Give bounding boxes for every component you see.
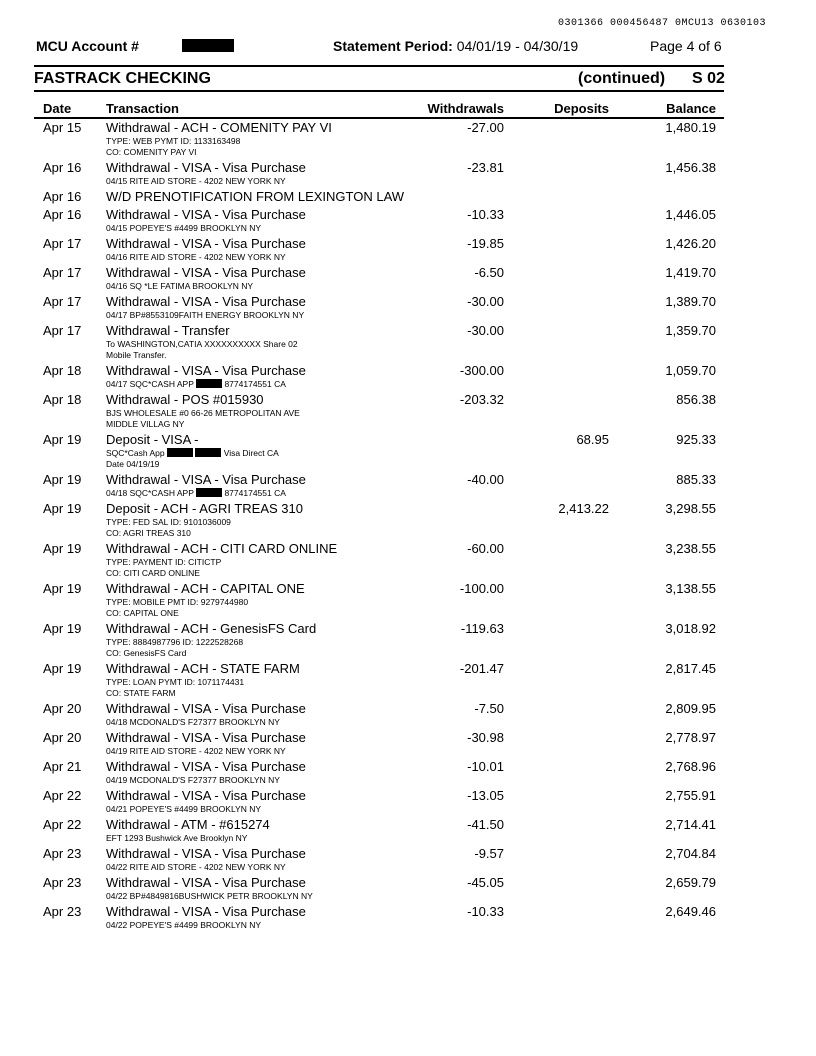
transaction-row: [0, 759, 816, 788]
section-title: FASTRACK CHECKING: [34, 70, 211, 87]
section-rule: [34, 90, 724, 92]
transaction-description: Withdrawal - ACH - CAPITAL ONE: [106, 581, 305, 596]
transaction-description: Withdrawal - VISA - Visa Purchase: [106, 363, 306, 378]
balance-amount: 2,649.46: [665, 904, 716, 919]
transaction-detail: Date 04/19/19: [106, 459, 160, 469]
transaction-row: [0, 120, 816, 160]
withdrawal-amount: -13.05: [467, 788, 504, 803]
balance-amount: 1,446.05: [665, 207, 716, 222]
transaction-detail: TYPE: PAYMENT ID: CITICTP: [106, 557, 222, 567]
transaction-date: Apr 23: [43, 904, 82, 919]
transaction-row: [0, 621, 816, 661]
transaction-description: Withdrawal - VISA - Visa Purchase: [106, 236, 306, 251]
transaction-description: Withdrawal - VISA - Visa Purchase: [106, 160, 306, 175]
withdrawal-amount: -300.00: [459, 363, 504, 378]
withdrawal-amount: -19.85: [467, 236, 504, 251]
transaction-date: Apr 19: [43, 661, 82, 676]
transaction-detail: 04/19 MCDONALD'S F27377 BROOKLYN NY: [106, 775, 280, 785]
withdrawal-amount: -40.00: [467, 472, 504, 487]
balance-amount: 925.33: [676, 432, 716, 447]
transaction-row: [0, 817, 816, 846]
statement-period-label: Statement Period:: [333, 38, 453, 54]
transaction-detail: 04/18 SQC*CASH APP 8774174551 CA: [106, 488, 286, 498]
withdrawal-amount: -45.05: [467, 875, 504, 890]
section-continued: (continued): [578, 70, 666, 87]
balance-amount: 1,456.38: [665, 160, 716, 175]
transaction-description: Withdrawal - VISA - Visa Purchase: [106, 904, 306, 919]
transaction-date: Apr 23: [43, 846, 82, 861]
balance-amount: 1,059.70: [665, 363, 716, 378]
transaction-date: Apr 23: [43, 875, 82, 890]
account-label: MCU Account #: [36, 38, 139, 54]
page-number: Page 4 of 6: [650, 38, 722, 54]
transaction-detail: 04/15 RITE AID STORE - 4202 NEW YORK NY: [106, 176, 286, 186]
transaction-row: [0, 265, 816, 294]
transaction-description: Deposit - VISA -: [106, 432, 199, 447]
withdrawal-amount: -30.00: [467, 323, 504, 338]
balance-amount: 1,480.19: [665, 120, 716, 135]
transaction-detail: 04/19 RITE AID STORE - 4202 NEW YORK NY: [106, 746, 286, 756]
column-header-date: Date: [43, 101, 72, 116]
transaction-description: Withdrawal - ACH - COMENITY PAY VI: [106, 120, 332, 135]
transaction-date: Apr 17: [43, 236, 82, 251]
transaction-detail: 04/16 RITE AID STORE - 4202 NEW YORK NY: [106, 252, 286, 262]
balance-amount: 1,426.20: [665, 236, 716, 251]
transaction-row: [0, 581, 816, 621]
withdrawal-amount: -30.00: [467, 294, 504, 309]
transaction-detail: CO: CITI CARD ONLINE: [106, 568, 200, 578]
transaction-description: Deposit - ACH - AGRI TREAS 310: [106, 501, 303, 516]
transaction-detail: TYPE: WEB PYMT ID: 1133163498: [106, 136, 241, 146]
transaction-description: Withdrawal - ACH - CITI CARD ONLINE: [106, 541, 338, 556]
balance-amount: 2,659.79: [665, 875, 716, 890]
balance-amount: 2,755.91: [665, 788, 716, 803]
transaction-date: Apr 22: [43, 817, 82, 832]
withdrawal-amount: -203.32: [459, 392, 504, 407]
transaction-detail: 04/17 BP#8553109FAITH ENERGY BROOKLYN NY: [106, 310, 305, 320]
balance-amount: 1,359.70: [665, 323, 716, 338]
transaction-date: Apr 16: [43, 189, 82, 204]
transaction-date: Apr 20: [43, 730, 82, 745]
transaction-detail: To WASHINGTON,CATIA XXXXXXXXXX Share 02: [106, 339, 298, 349]
transaction-detail: 04/17 SQC*CASH APP 8774174551 CA: [106, 379, 286, 389]
transaction-row: [0, 846, 816, 875]
withdrawal-amount: -27.00: [467, 120, 504, 135]
transaction-date: Apr 16: [43, 160, 82, 175]
transaction-row: [0, 189, 816, 207]
transaction-row: [0, 432, 816, 472]
withdrawal-amount: -30.98: [467, 730, 504, 745]
column-header-deposits: Deposits: [554, 101, 609, 116]
withdrawal-amount: -10.33: [467, 207, 504, 222]
transaction-date: Apr 18: [43, 392, 82, 407]
transaction-row: [0, 501, 816, 541]
transaction-description: Withdrawal - ATM - #615274: [106, 817, 270, 832]
transaction-detail: SQC*Cash App Visa Direct CA: [106, 448, 279, 458]
transaction-detail: 04/22 POPEYE'S #4499 BROOKLYN NY: [106, 920, 262, 930]
transaction-row: [0, 904, 816, 933]
transaction-date: Apr 19: [43, 541, 82, 556]
header-rule: [34, 65, 724, 67]
balance-amount: 3,238.55: [665, 541, 716, 556]
redaction-box: [167, 448, 193, 457]
transaction-detail: 04/18 MCDONALD'S F27377 BROOKLYN NY: [106, 717, 280, 727]
transaction-detail: 04/15 POPEYE'S #4499 BROOKLYN NY: [106, 223, 262, 233]
withdrawal-amount: -41.50: [467, 817, 504, 832]
transaction-description: W/D PRENOTIFICATION FROM LEXINGTON LAW: [106, 189, 405, 204]
transaction-date: Apr 21: [43, 759, 82, 774]
transaction-date: Apr 22: [43, 788, 82, 803]
redaction-box: [195, 448, 221, 457]
column-header-withdrawals: Withdrawals: [427, 101, 504, 116]
transaction-detail: 04/21 POPEYE'S #4499 BROOKLYN NY: [106, 804, 262, 814]
transaction-detail: CO: AGRI TREAS 310: [106, 528, 191, 538]
balance-amount: 856.38: [676, 392, 716, 407]
transaction-detail: CO: COMENITY PAY VI: [106, 147, 197, 157]
withdrawal-amount: -9.57: [474, 846, 504, 861]
transaction-description: Withdrawal - VISA - Visa Purchase: [106, 472, 306, 487]
transaction-date: Apr 19: [43, 472, 82, 487]
transaction-description: Withdrawal - VISA - Visa Purchase: [106, 701, 306, 716]
transaction-date: Apr 19: [43, 432, 82, 447]
deposit-amount: 2,413.22: [558, 501, 609, 516]
balance-amount: 2,778.97: [665, 730, 716, 745]
transaction-detail: Mobile Transfer.: [106, 350, 167, 360]
balance-amount: 2,809.95: [665, 701, 716, 716]
transaction-description: Withdrawal - POS #015930: [106, 392, 264, 407]
balance-amount: 2,817.45: [665, 661, 716, 676]
withdrawal-amount: -10.01: [467, 759, 504, 774]
withdrawal-amount: -10.33: [467, 904, 504, 919]
transaction-row: [0, 875, 816, 904]
transaction-date: Apr 16: [43, 207, 82, 222]
transaction-row: [0, 294, 816, 323]
transaction-date: Apr 19: [43, 501, 82, 516]
transaction-row: [0, 207, 816, 236]
transaction-row: [0, 472, 816, 501]
withdrawal-amount: -7.50: [474, 701, 504, 716]
transaction-description: Withdrawal - VISA - Visa Purchase: [106, 759, 306, 774]
transaction-detail: TYPE: FED SAL ID: 9101036009: [106, 517, 231, 527]
withdrawal-amount: -60.00: [467, 541, 504, 556]
balance-amount: 2,714.41: [665, 817, 716, 832]
redaction-box: [196, 488, 222, 497]
transaction-date: Apr 18: [43, 363, 82, 378]
transaction-description: Withdrawal - VISA - Visa Purchase: [106, 265, 306, 280]
transaction-row: [0, 788, 816, 817]
account-number-redaction: [182, 39, 234, 52]
transaction-date: Apr 20: [43, 701, 82, 716]
withdrawal-amount: -23.81: [467, 160, 504, 175]
document-code: 0301366 000456487 0MCU13 0630103: [557, 18, 766, 29]
statement-period-value: 04/01/19 - 04/30/19: [456, 38, 579, 54]
transaction-row: [0, 541, 816, 581]
balance-amount: 2,704.84: [665, 846, 716, 861]
transaction-row: [0, 160, 816, 189]
transaction-description: Withdrawal - VISA - Visa Purchase: [106, 875, 306, 890]
balance-amount: 3,138.55: [665, 581, 716, 596]
transaction-row: [0, 661, 816, 701]
transaction-row: [0, 323, 816, 363]
transaction-row: [0, 730, 816, 759]
withdrawal-amount: -119.63: [460, 621, 504, 636]
transaction-row: [0, 363, 816, 392]
column-header-transaction: Transaction: [106, 101, 179, 116]
transaction-description: Withdrawal - VISA - Visa Purchase: [106, 730, 306, 745]
transaction-date: Apr 19: [43, 581, 82, 596]
transaction-detail: TYPE: LOAN PYMT ID: 1071174431: [106, 677, 245, 687]
transaction-date: Apr 17: [43, 265, 82, 280]
transaction-description: Withdrawal - VISA - Visa Purchase: [106, 207, 306, 222]
balance-amount: 3,018.92: [665, 621, 716, 636]
transaction-detail: 04/22 BP#4849816BUSHWICK PETR BROOKLYN NY: [106, 891, 313, 901]
section-code: S 02: [692, 70, 725, 87]
transaction-detail: 04/16 SQ *LE FATIMA BROOKLYN NY: [106, 281, 254, 291]
transaction-date: Apr 17: [43, 323, 82, 338]
withdrawal-amount: -6.50: [474, 265, 504, 280]
transaction-detail: CO: CAPITAL ONE: [106, 608, 179, 618]
redaction-box: [196, 379, 222, 388]
transaction-detail: TYPE: MOBILE PMT ID: 9279744980: [106, 597, 249, 607]
transaction-description: Withdrawal - VISA - Visa Purchase: [106, 788, 306, 803]
transaction-description: Withdrawal - VISA - Visa Purchase: [106, 846, 306, 861]
balance-amount: 885.33: [676, 472, 716, 487]
transaction-detail: BJS WHOLESALE #0 66-26 METROPOLITAN AVE: [106, 408, 300, 418]
transaction-row: [0, 701, 816, 730]
transaction-date: Apr 15: [43, 120, 82, 135]
transaction-detail: CO: STATE FARM: [106, 688, 176, 698]
withdrawal-amount: -100.00: [459, 581, 504, 596]
statement-period: [333, 38, 578, 54]
transaction-description: Withdrawal - ACH - GenesisFS Card: [106, 621, 317, 636]
transaction-description: Withdrawal - VISA - Visa Purchase: [106, 294, 306, 309]
transaction-detail: MIDDLE VILLAG NY: [106, 419, 185, 429]
balance-amount: 1,389.70: [665, 294, 716, 309]
transaction-detail: TYPE: 8884987796 ID: 1222528268: [106, 637, 244, 647]
balance-amount: 2,768.96: [665, 759, 716, 774]
column-header-rule: [34, 117, 724, 119]
transaction-date: Apr 19: [43, 621, 82, 636]
transaction-detail: CO: GenesisFS Card: [106, 648, 187, 658]
deposit-amount: 68.95: [576, 432, 609, 447]
transaction-detail: 04/22 RITE AID STORE - 4202 NEW YORK NY: [106, 862, 286, 872]
transaction-date: Apr 17: [43, 294, 82, 309]
transaction-list: [0, 120, 816, 933]
balance-amount: 1,419.70: [665, 265, 716, 280]
transaction-detail: EFT 1293 Bushwick Ave Brooklyn NY: [106, 833, 248, 843]
transaction-description: Withdrawal - Transfer: [106, 323, 230, 338]
transaction-row: [0, 236, 816, 265]
balance-amount: 3,298.55: [665, 501, 716, 516]
transaction-row: [0, 392, 816, 432]
column-header-balance: Balance: [666, 101, 716, 116]
transaction-description: Withdrawal - ACH - STATE FARM: [106, 661, 300, 676]
withdrawal-amount: -201.47: [459, 661, 504, 676]
